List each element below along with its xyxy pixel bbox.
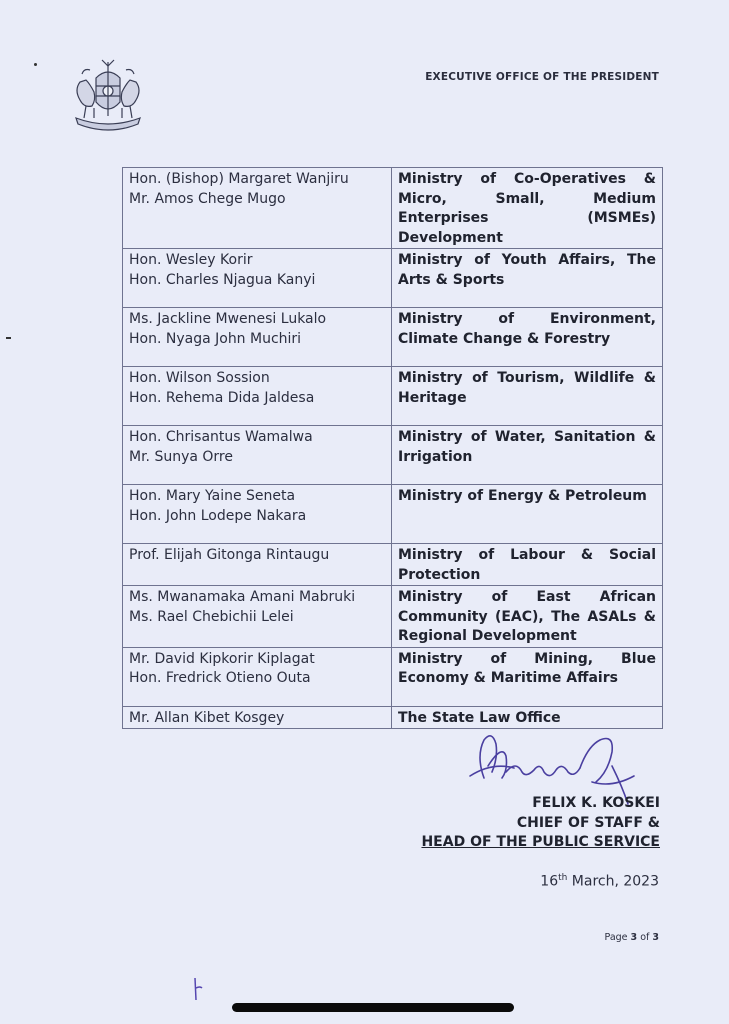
table-row bbox=[123, 544, 663, 586]
appointee-name: Hon. Rehema Dida Jaldesa bbox=[129, 389, 315, 406]
appointee-name: Ms. Jackline Mwenesi Lukalo bbox=[129, 311, 327, 327]
pen-mark bbox=[190, 976, 204, 1004]
page-middle: of bbox=[637, 932, 653, 943]
appointee-name: Mr. David Kipkorir Kiplagat bbox=[129, 650, 315, 667]
appointee-name: Prof. Elijah Gitonga Rintaugu bbox=[129, 547, 330, 563]
appointee-name: Mr. Amos Chege Mugo bbox=[129, 190, 286, 207]
appointee-names-cell bbox=[123, 485, 392, 544]
appointee-name: Ms. Rael Chebichii Lelei bbox=[129, 608, 294, 625]
appointee-name: Hon. Wilson Sossion bbox=[129, 370, 270, 386]
appointee-name: Hon. (Bishop) Margaret Wanjiru bbox=[129, 171, 349, 187]
appointee-name: Hon. John Lodepe Nakara bbox=[129, 507, 307, 524]
appointee-name: Hon. Wesley Korir bbox=[129, 252, 253, 268]
office-heading: EXECUTIVE OFFICE OF THE PRESIDENT bbox=[425, 71, 659, 83]
page-current: 3 bbox=[630, 932, 638, 943]
ministry-cell: Ministry of Co-Operatives & Micro, Small, Medium Enterprises (MSMEs) Development bbox=[392, 168, 663, 249]
appointee-names-cell bbox=[123, 544, 392, 586]
appointee-names-cell bbox=[123, 586, 392, 648]
ministry-cell: Ministry of Environment, Climate Change & Forestry bbox=[392, 308, 663, 367]
table-row bbox=[123, 647, 663, 706]
table-row bbox=[123, 586, 663, 648]
ministry-cell: The State Law Office bbox=[392, 706, 663, 729]
page-total: 3 bbox=[652, 932, 659, 943]
ministry-cell: Ministry of Youth Affairs, The Arts & Sports bbox=[392, 249, 663, 308]
appointee-name: Hon. Chrisantus Wamalwa bbox=[129, 429, 313, 445]
page-prefix: Page bbox=[604, 932, 631, 943]
appointee-names-cell bbox=[123, 308, 392, 367]
ministry-cell: Ministry of Energy & Petroleum bbox=[392, 485, 663, 544]
appointee-names-cell bbox=[123, 168, 392, 249]
table-row bbox=[123, 308, 663, 367]
coat-of-arms-icon bbox=[66, 56, 150, 136]
ministry-cell: Ministry of Water, Sanitation & Irrigation bbox=[392, 426, 663, 485]
appointee-names-cell bbox=[123, 249, 392, 308]
date-rest: March, 2023 bbox=[567, 873, 659, 890]
scan-speck bbox=[34, 63, 37, 66]
scan-speck bbox=[6, 337, 11, 339]
signatory-title: CHIEF OF STAFF & bbox=[516, 814, 660, 831]
table-row bbox=[123, 485, 663, 544]
appointee-name: Hon. Mary Yaine Seneta bbox=[129, 488, 296, 504]
appointments-table bbox=[122, 167, 663, 729]
signature-block bbox=[421, 794, 660, 853]
appointee-name: Ms. Mwanamaka Amani Mabruki bbox=[129, 589, 356, 605]
signatory-title-2: HEAD OF THE PUBLIC SERVICE bbox=[421, 834, 660, 850]
appointee-name: Hon. Charles Njagua Kanyi bbox=[129, 271, 316, 288]
appointee-name: Hon. Fredrick Otieno Outa bbox=[129, 670, 311, 686]
appointee-names-cell bbox=[123, 706, 392, 729]
table-row bbox=[123, 249, 663, 308]
date-suffix: th bbox=[558, 873, 568, 883]
ministry-cell: Ministry of East African Community (EAC), The ASALs & Regional Development bbox=[392, 586, 663, 648]
appointee-names-cell bbox=[123, 426, 392, 485]
document-date bbox=[540, 873, 659, 890]
appointee-name: Hon. Nyaga John Muchiri bbox=[129, 330, 302, 347]
signatory-name: FELIX K. KOSKEI bbox=[532, 795, 660, 811]
table-row bbox=[123, 168, 663, 249]
ministry-cell: Ministry of Labour & Social Protection bbox=[392, 544, 663, 586]
appointee-names-cell bbox=[123, 367, 392, 426]
page-number bbox=[605, 932, 659, 943]
table-row bbox=[123, 367, 663, 426]
date-day: 16 bbox=[540, 873, 559, 890]
home-indicator[interactable] bbox=[232, 1003, 514, 1012]
ministry-cell: Ministry of Mining, Blue Economy & Maritime Affairs bbox=[392, 647, 663, 706]
table-row bbox=[123, 426, 663, 485]
appointee-names-cell bbox=[123, 647, 392, 706]
appointee-name: Mr. Sunya Orre bbox=[129, 448, 233, 465]
ministry-cell: Ministry of Tourism, Wildlife & Heritage bbox=[392, 367, 663, 426]
appointee-name: Mr. Allan Kibet Kosgey bbox=[129, 709, 285, 726]
